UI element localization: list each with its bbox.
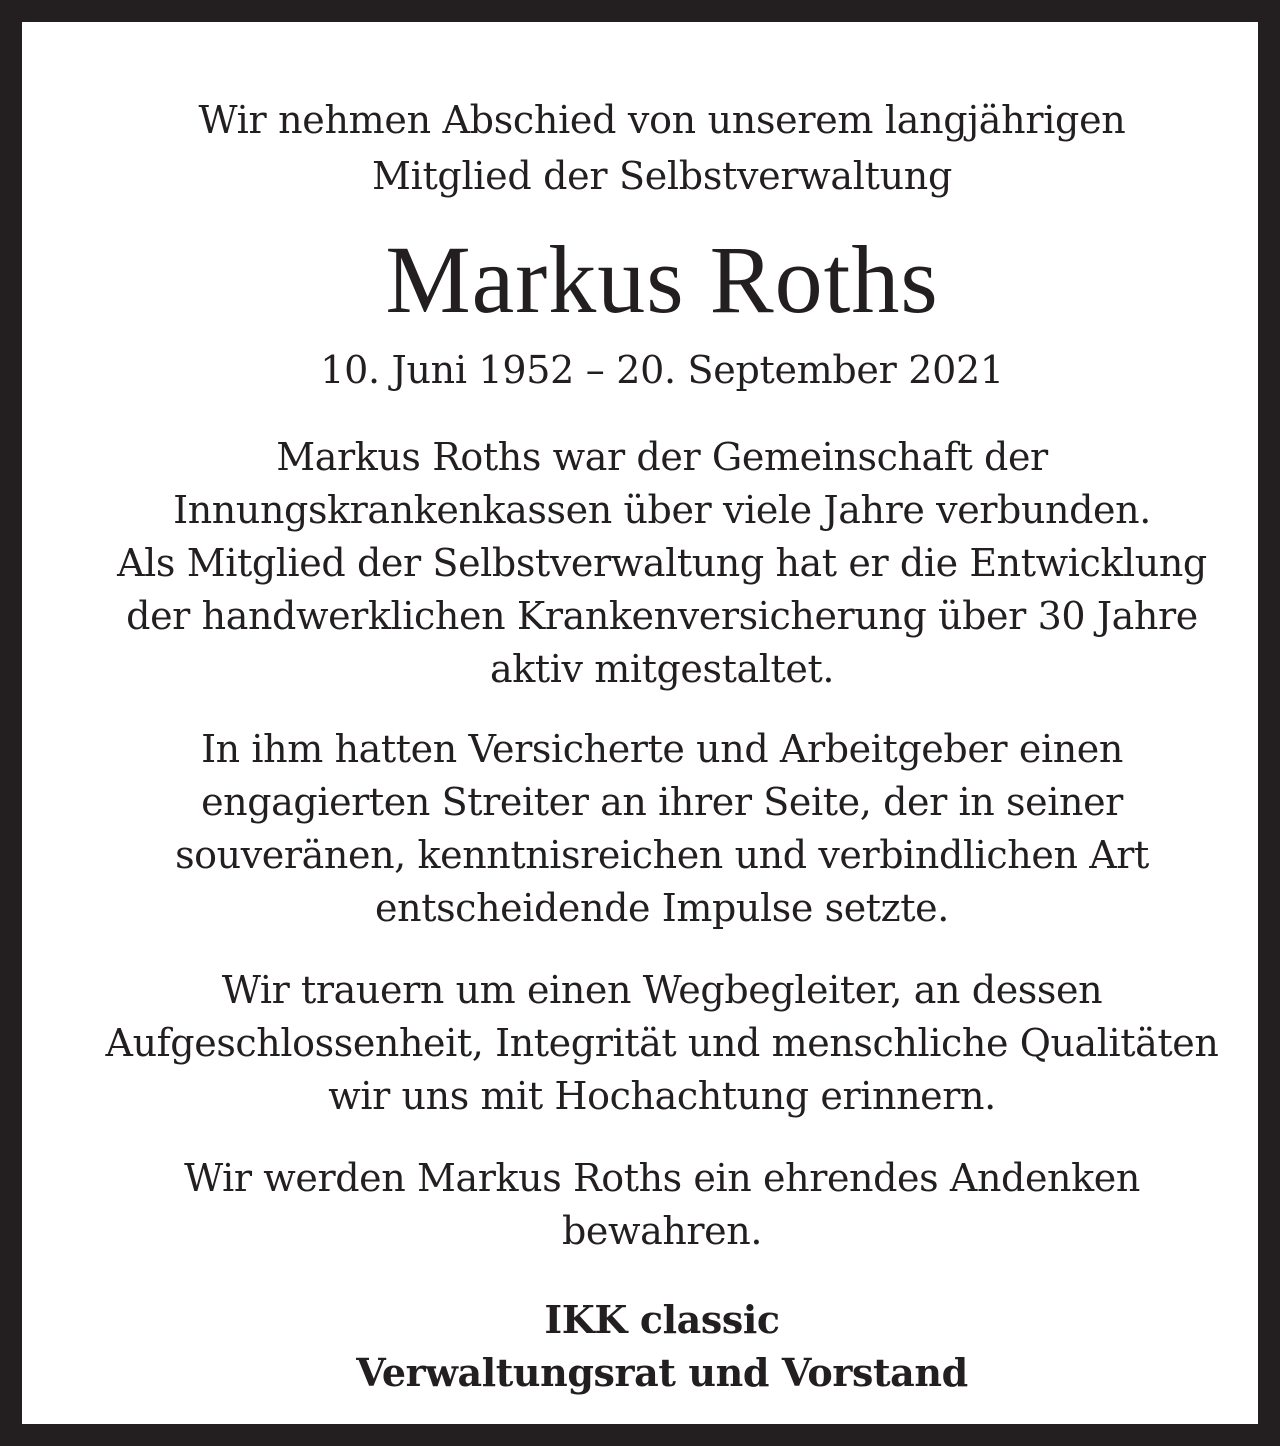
- paragraph-line: Innungskrankenkassen über viele Jahre verbunden.: [173, 488, 1151, 532]
- paragraph-line: wir uns mit Hochachtung erinnern.: [328, 1074, 996, 1118]
- signature-board: Verwaltungsrat und Vorstand: [356, 1350, 968, 1395]
- paragraph-line: In ihm hatten Versicherte und Arbeitgeber einen: [201, 727, 1123, 771]
- paragraph-line: Als Mitglied der Selbstverwaltung hat er die Entwicklung: [117, 541, 1207, 585]
- paragraph-line: souveränen, kenntnisreichen und verbindlichen Art: [175, 833, 1149, 877]
- paragraph-line: Markus Roths war der Gemeinschaft der: [276, 435, 1048, 479]
- life-dates: 10. Juni 1952 – 20. September 2021: [320, 348, 1004, 392]
- tribute-paragraph: [44, 964, 1280, 1123]
- signature-organization: IKK classic: [544, 1297, 780, 1342]
- tribute-paragraph: [44, 431, 1280, 696]
- intro-line: Mitglied der Selbstverwaltung: [372, 154, 952, 198]
- paragraph-line: entscheidende Impulse setzte.: [375, 886, 949, 930]
- tribute-paragraph: [44, 723, 1280, 935]
- paragraph-line: bewahren.: [561, 1209, 763, 1253]
- paragraph-line: aktiv mitgestaltet.: [489, 647, 834, 691]
- obituary-notice: [44, 44, 1280, 1446]
- paragraph-line: Wir werden Markus Roths ein ehrendes Andenken: [184, 1156, 1140, 1200]
- paragraph-line: Aufgeschlossenheit, Integrität und menschliche Qualitäten: [105, 1021, 1219, 1065]
- intro-text: [44, 92, 1280, 204]
- paragraph-line: der handwerklichen Krankenversicherung über 30 Jahre: [126, 594, 1198, 638]
- paragraph-line: engagierten Streiter an ihrer Seite, der in seiner: [201, 780, 1123, 824]
- paragraph-line: Wir trauern um einen Wegbegleiter, an dessen: [221, 968, 1103, 1012]
- deceased-name: Markus Roths: [385, 226, 939, 333]
- intro-line: Wir nehmen Abschied von unserem langjährigen: [198, 98, 1126, 142]
- tribute-paragraph: [44, 1152, 1280, 1258]
